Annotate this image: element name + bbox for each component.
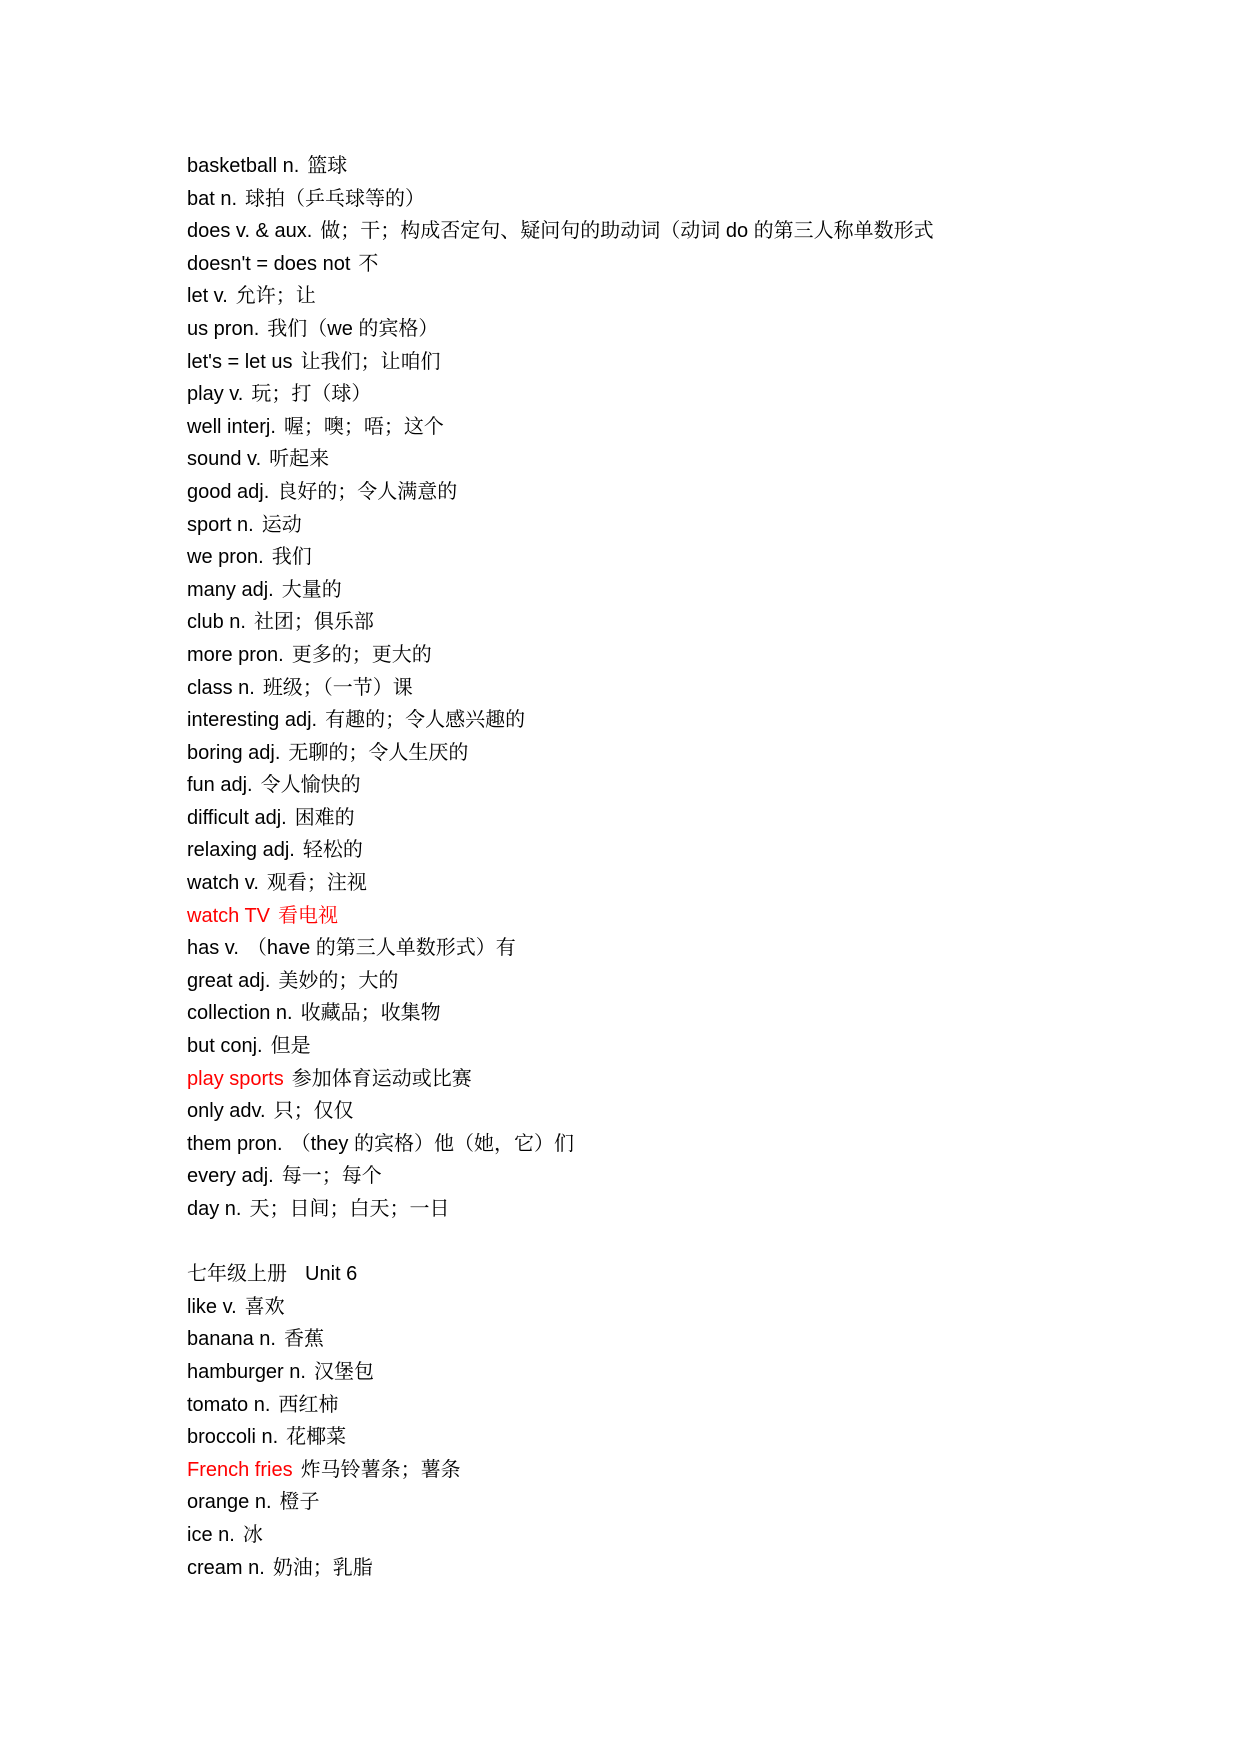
vocab-meaning: 让我们；让咱们 [300, 350, 441, 373]
vocab-term: but conj. [187, 1035, 263, 1058]
vocab-term: French fries [187, 1458, 293, 1481]
vocab-entry [187, 1552, 1187, 1585]
vocab-entry [187, 1030, 1187, 1063]
vocab-term: like v. [187, 1295, 237, 1318]
vocab-term: many adj. [187, 578, 274, 601]
vocab-meaning: 做；干；构成否定句、疑问句的助动词（动词 do 的第三人称单数形式 [320, 220, 934, 243]
vocab-meaning: 美妙的；大的 [278, 969, 399, 992]
vocab-meaning: 参加体育运动或比赛 [291, 1067, 472, 1090]
vocab-term: good adj. [187, 480, 270, 503]
vocab-term: club n. [187, 611, 246, 634]
vocab-term: collection n. [187, 1002, 293, 1025]
vocab-term: relaxing adj. [187, 839, 295, 862]
vocab-entry [187, 672, 1187, 705]
vocab-meaning: 有趣的；令人感兴趣的 [325, 709, 526, 732]
vocab-meaning: （they 的宾格）他（她，它）们 [290, 1132, 574, 1155]
vocab-term: let's = let us [187, 350, 293, 373]
vocab-entry [187, 802, 1187, 835]
unit-heading-unit: Unit 6 [305, 1263, 358, 1286]
vocab-meaning: 大量的 [281, 578, 342, 601]
vocab-entry [187, 280, 1187, 313]
vocab-term: watch TV [187, 904, 270, 927]
vocab-term: broccoli n. [187, 1426, 279, 1449]
vocab-term: fun adj. [187, 774, 253, 797]
vocab-entry [187, 1128, 1187, 1161]
vocab-entry [187, 215, 1187, 248]
vocab-meaning: 玩；打（球） [251, 383, 372, 406]
vocab-entry [187, 150, 1187, 183]
vocab-meaning: 但是 [270, 1035, 311, 1058]
vocab-meaning: 球拍（乒乓球等的） [245, 187, 426, 210]
vocab-entry [187, 248, 1187, 281]
vocab-term: them pron. [187, 1132, 283, 1155]
vocab-meaning: 令人愉快的 [260, 774, 361, 797]
vocab-entry [187, 965, 1187, 998]
vocab-term: boring adj. [187, 741, 281, 764]
vocab-term: day n. [187, 1198, 242, 1220]
vocab-meaning: 只；仅仅 [273, 1100, 354, 1123]
vocab-meaning: 香蕉 [283, 1328, 324, 1351]
vocab-entry [187, 900, 1187, 933]
vocab-meaning: （have 的第三人单数形式）有 [246, 937, 516, 960]
vocab-entry [187, 378, 1187, 411]
vocab-meaning: 无聊的；令人生厌的 [288, 741, 469, 764]
vocab-term: great adj. [187, 969, 271, 992]
vocab-term: orange n. [187, 1491, 272, 1514]
vocab-entry [187, 1193, 1187, 1226]
vocab-entry [187, 1389, 1187, 1422]
vocab-meaning: 良好的；令人满意的 [277, 480, 458, 503]
section-spacer [187, 1226, 1187, 1259]
vocab-meaning: 冰 [242, 1523, 263, 1546]
vocab-entry [187, 411, 1187, 444]
vocab-meaning: 篮球 [307, 155, 348, 177]
vocab-term: basketball n. [187, 155, 300, 177]
vocab-entry [187, 1356, 1187, 1389]
vocab-entry [187, 1063, 1187, 1096]
vocab-meaning: 汉堡包 [313, 1360, 374, 1383]
vocab-entry [187, 1519, 1187, 1552]
vocab-meaning: 社团；俱乐部 [253, 611, 374, 634]
vocab-term: interesting adj. [187, 709, 318, 732]
vocab-entry [187, 509, 1187, 542]
vocab-entry [187, 1421, 1187, 1454]
vocab-entry [187, 574, 1187, 607]
vocab-meaning: 不 [358, 252, 379, 275]
vocab-term: has v. [187, 937, 239, 960]
vocab-meaning: 喔；噢；唔；这个 [283, 415, 444, 438]
vocab-entry [187, 834, 1187, 867]
vocab-entry [187, 443, 1187, 476]
vocab-meaning: 运动 [261, 513, 302, 536]
vocabulary-list-section-2 [187, 1291, 1187, 1584]
unit-heading-grade: 七年级上册 [187, 1263, 287, 1286]
vocab-term: play v. [187, 383, 244, 406]
vocab-entry [187, 737, 1187, 770]
vocab-term: tomato n. [187, 1393, 271, 1416]
vocab-meaning: 我们 [271, 546, 312, 569]
vocabulary-list-section-1 [187, 150, 1187, 1226]
vocab-term: sound v. [187, 448, 262, 471]
vocab-term: play sports [187, 1067, 284, 1090]
vocab-entry [187, 769, 1187, 802]
vocab-term: sport n. [187, 513, 254, 536]
vocab-term: ice n. [187, 1523, 235, 1546]
vocabulary-page [187, 150, 1187, 1584]
vocab-meaning: 炸马铃薯条；薯条 [300, 1458, 461, 1481]
vocab-entry [187, 639, 1187, 672]
vocab-term: bat n. [187, 187, 238, 210]
vocab-term: only adv. [187, 1100, 266, 1123]
vocab-entry [187, 1291, 1187, 1324]
vocab-meaning: 更多的；更大的 [291, 643, 432, 666]
vocab-meaning: 西红柿 [278, 1393, 339, 1416]
vocab-meaning: 观看；注视 [266, 872, 367, 895]
vocab-meaning: 困难的 [294, 806, 355, 829]
vocab-meaning: 看电视 [278, 904, 338, 927]
vocab-meaning: 天；日间；白天；一日 [249, 1198, 450, 1220]
vocab-meaning: 轻松的 [302, 839, 363, 862]
vocab-entry [187, 1160, 1187, 1193]
vocab-entry [187, 1095, 1187, 1128]
vocab-term: does v. & aux. [187, 220, 313, 243]
vocab-term: doesn't = does not [187, 252, 351, 275]
vocab-entry [187, 997, 1187, 1030]
vocab-term: more pron. [187, 643, 284, 666]
unit-heading [187, 1258, 1187, 1291]
vocab-meaning: 收藏品；收集物 [300, 1002, 441, 1025]
vocab-meaning: 橙子 [279, 1491, 320, 1514]
vocab-entry [187, 932, 1187, 965]
vocab-entry [187, 476, 1187, 509]
vocab-entry [187, 183, 1187, 216]
vocab-entry [187, 867, 1187, 900]
vocab-meaning: 听起来 [269, 448, 330, 471]
vocab-term: cream n. [187, 1556, 265, 1579]
vocab-meaning: 喜欢 [244, 1295, 285, 1318]
vocab-entry [187, 606, 1187, 639]
vocab-term: class n. [187, 676, 255, 699]
vocab-entry [187, 704, 1187, 737]
vocab-entry [187, 1486, 1187, 1519]
vocab-meaning: 花椰菜 [286, 1426, 347, 1449]
vocab-meaning: 每一；每个 [281, 1165, 382, 1188]
vocab-entry [187, 541, 1187, 574]
vocab-term: watch v. [187, 872, 259, 895]
vocab-meaning: 我们（we 的宾格） [267, 317, 439, 340]
vocab-entry [187, 313, 1187, 346]
vocab-meaning: 奶油；乳脂 [272, 1556, 373, 1579]
vocab-entry [187, 346, 1187, 379]
vocab-term: let v. [187, 285, 228, 308]
vocab-meaning: 班级；（一节）课 [262, 676, 413, 699]
vocab-term: well interj. [187, 415, 276, 438]
vocab-entry [187, 1323, 1187, 1356]
vocab-term: every adj. [187, 1165, 274, 1188]
vocab-term: banana n. [187, 1328, 276, 1351]
vocab-term: we pron. [187, 546, 264, 569]
vocab-term: us pron. [187, 317, 260, 340]
vocab-entry [187, 1454, 1187, 1487]
vocab-term: difficult adj. [187, 806, 287, 829]
vocab-meaning: 允许；让 [235, 285, 316, 308]
vocab-term: hamburger n. [187, 1360, 306, 1383]
